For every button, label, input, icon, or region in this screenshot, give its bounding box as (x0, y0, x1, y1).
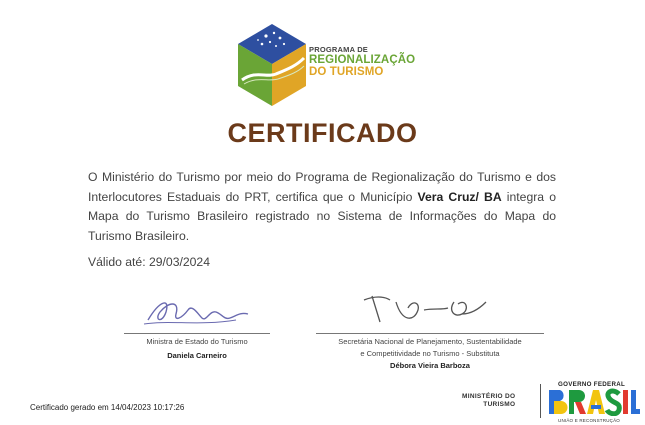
logo-line-2: REGIONALIZAÇÃO (309, 53, 416, 66)
brasil-wordmark-logo (547, 388, 641, 416)
footer-divider (540, 384, 541, 418)
regionalizacao-logo-icon (236, 22, 308, 110)
signature-1-handwriting (140, 290, 260, 330)
signature-1-line (124, 333, 270, 334)
signature-2-line (316, 333, 544, 334)
ministerio-line-1: MINISTÉRIO DO (462, 393, 516, 400)
governo-subtitle: UNIÃO E RECONSTRUÇÃO (558, 418, 621, 423)
logo-line-1: PROGRAMA DE (309, 45, 369, 54)
certificate-body (88, 168, 556, 246)
signature-2-handwriting (358, 288, 508, 330)
governo-federal-label: GOVERNO FEDERAL (558, 381, 626, 388)
body-part-1: O Ministério do Turismo por meio do Programa de Regionalização do Turismo e dos Interlocutores Estaduais do PRT, certifica que o Município (88, 170, 556, 204)
signature-1-role: Ministra de Estado do Turismo (146, 337, 248, 346)
ministerio-do-turismo-logo (462, 393, 515, 409)
generated-timestamp: Certificado gerado em 14/04/2023 10:17:26 (30, 403, 185, 412)
valid-until: Válido até: 29/03/2024 (88, 255, 210, 269)
signature-2-name: Débora Vieira Barboza (390, 361, 470, 370)
municipality-name: Vera Cruz/ BA (417, 189, 502, 204)
signature-1-name: Daniela Carneiro (167, 351, 227, 360)
body-part-2: integra o Mapa do Turismo Brasileiro registrado no Sistema de Informações do Mapa do Turismo Brasileiro. (88, 189, 556, 243)
logo-line-3: DO TURISMO (309, 65, 384, 78)
signature-2-role-line-1: Secretária Nacional de Planejamento, Sustentabilidade (338, 337, 522, 346)
logo-text (309, 46, 415, 78)
signature-2-role-line-2: e Competitividade no Turismo - Substituta (360, 349, 500, 358)
ministerio-line-2: TURISMO (483, 401, 516, 408)
certificate-title: CERTIFICADO (227, 118, 418, 148)
